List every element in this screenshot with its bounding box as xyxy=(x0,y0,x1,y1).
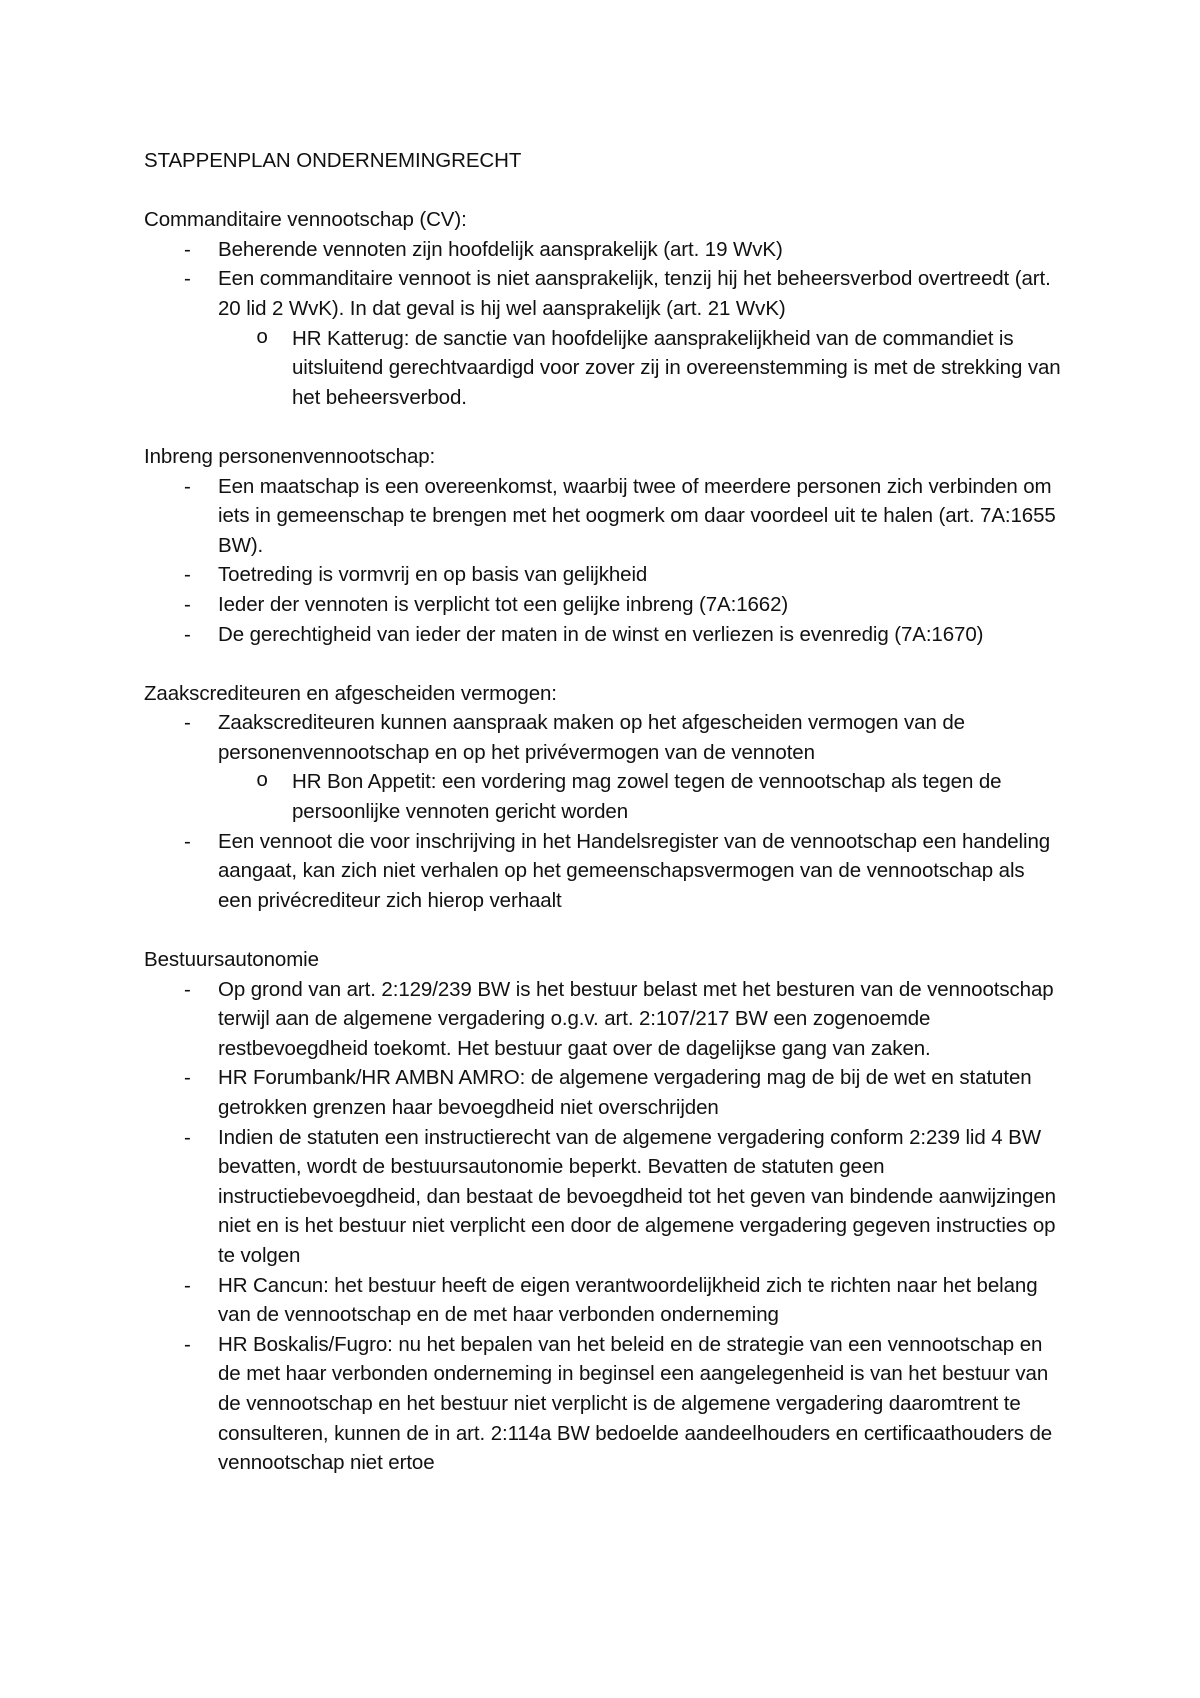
dash-bullet-icon: - xyxy=(184,267,191,291)
bullet-list xyxy=(144,472,1064,650)
list-item-text: Zaakscrediteuren kunnen aanspraak maken op het afgescheiden vermogen van de personenvennootschap en op het privévermogen van de vennoten xyxy=(218,711,965,764)
list-item-text: HR Cancun: het bestuur heeft de eigen verantwoordelijkheid zich te richten naar het belang van de vennootschap en de met haar verbonden onderneming xyxy=(218,1273,1038,1327)
list-item xyxy=(144,560,1064,590)
section-heading: Commanditaire vennootschap (CV): xyxy=(144,208,467,232)
sub-list-item-text: HR Bon Appetit: een vordering mag zowel tegen de vennootschap als tegen de persoonlijke vennoten gericht worden xyxy=(292,770,1002,824)
section xyxy=(144,442,1064,649)
list-item-text: De gerechtigheid van ieder der maten in de winst en verliezen is evenredig (7A:1670) xyxy=(218,622,984,646)
bullet-list xyxy=(144,975,1064,1478)
list-item-text: Beherende vennoten zijn hoofdelijk aansprakelijk (art. 19 WvK) xyxy=(218,237,783,261)
list-item xyxy=(144,1271,1064,1330)
section xyxy=(144,679,1064,916)
list-item-text: Een commanditaire vennoot is niet aansprakelijk, tenzij hij het beheersverbod overtreedt (art. 20 lid 2 WvK). In dat geval is hij wel aansprakelijk (art. 21 WvK) xyxy=(218,267,1051,320)
list-item xyxy=(144,827,1064,916)
sections-container xyxy=(144,205,1064,1478)
section xyxy=(144,205,1064,412)
list-item xyxy=(144,708,1064,826)
dash-bullet-icon: - xyxy=(184,1273,191,1297)
section-heading: Bestuursautonomie xyxy=(144,948,319,972)
circle-bullet-icon: o xyxy=(256,770,269,794)
dash-bullet-icon: - xyxy=(184,977,191,1001)
dash-bullet-icon: - xyxy=(184,1332,191,1356)
dash-bullet-icon: - xyxy=(184,474,191,498)
list-item-text: Een vennoot die voor inschrijving in het Handelsregister van de vennootschap een handeling aangaat, kan zich niet verhalen op het gemeenschapsvermogen van de vennootschap als een privécrediteur zich hierop verhaalt xyxy=(218,829,1051,912)
list-item xyxy=(144,620,1064,650)
list-item-text: HR Forumbank/HR AMBN AMRO: de algemene vergadering mag de bij de wet en statuten getrokken grenzen haar bevoegdheid niet overschrijden xyxy=(218,1066,1032,1119)
sub-list-item-text: HR Katterug: de sanctie van hoofdelijke aansprakelijkheid van de commandiet is uitsluitend gerechtvaardigd voor zover zij in overeenstemming is met de strekking van het beheersverbod. xyxy=(292,326,1061,409)
sub-bullet-list xyxy=(218,324,1064,413)
list-item-text: Ieder der vennoten is verplicht tot een gelijke inbreng (7A:1662) xyxy=(218,592,789,616)
list-item xyxy=(144,1123,1064,1271)
list-item-text: Een maatschap is een overeenkomst, waarbij twee of meerdere personen zich verbinden om iets in gemeenschap te brengen met het oogmerk om daar voordeel uit te halen (art. 7A:1655 BW). xyxy=(218,474,1056,557)
list-item xyxy=(144,1330,1064,1478)
list-item xyxy=(144,235,1064,265)
list-item xyxy=(144,590,1064,620)
bullet-list xyxy=(144,708,1064,915)
list-item xyxy=(144,472,1064,561)
document-title: STAPPENPLAN ONDERNEMINGRECHT xyxy=(144,149,522,172)
list-item-text: Indien de statuten een instructierecht van de algemene vergadering conform 2:239 lid 4 BW bevatten, wordt de bestuursautonomie beperkt. Bevatten de statuten geen instructiebevoegdheid, dan bestaat de bevoegdheid tot het geven van bindende aanwijzingen niet en is het bestuur niet verplicht een door de algemene vergadering gegeven instructies op te volgen xyxy=(218,1125,1056,1267)
sub-bullet-list xyxy=(218,767,1064,826)
dash-bullet-icon: - xyxy=(184,711,191,735)
section-heading: Zaakscrediteuren en afgescheiden vermogen: xyxy=(144,681,557,705)
bullet-list xyxy=(144,235,1064,413)
section xyxy=(144,945,1064,1478)
list-item xyxy=(144,975,1064,1064)
sub-list-item xyxy=(218,767,1064,826)
section-heading: Inbreng personenvennootschap: xyxy=(144,444,436,468)
list-item-text: Toetreding is vormvrij en op basis van gelijkheid xyxy=(218,563,648,587)
dash-bullet-icon: - xyxy=(184,622,191,646)
dash-bullet-icon: - xyxy=(184,829,191,853)
dash-bullet-icon: - xyxy=(184,237,191,261)
document-body xyxy=(144,146,1064,1507)
list-item-text: HR Boskalis/Fugro: nu het bepalen van het beleid en de strategie van een vennootschap en de met haar verbonden onderneming in beginsel een aangelegenheid is van het bestuur van de vennootschap en het bestuur niet verplicht is de algemene vergadering daaromtrent te consulteren, kunnen de in art. 2:114a BW bedoelde aandeelhouders en certificaathouders de vennootschap niet ertoe xyxy=(218,1332,1053,1475)
dash-bullet-icon: - xyxy=(184,1125,191,1149)
sub-list-item xyxy=(218,324,1064,413)
dash-bullet-icon: - xyxy=(184,1066,191,1090)
list-item xyxy=(144,264,1064,412)
dash-bullet-icon: - xyxy=(184,592,191,616)
circle-bullet-icon: o xyxy=(256,326,269,350)
list-item xyxy=(144,1063,1064,1122)
dash-bullet-icon: - xyxy=(184,563,191,587)
list-item-text: Op grond van art. 2:129/239 BW is het bestuur belast met het besturen van de vennootschap terwijl aan de algemene vergadering o.g.v. art. 2:107/217 BW een zogenoemde restbevoegdheid toekomt. Het bestuur gaat over de dagelijkse gang van zaken. xyxy=(218,977,1054,1060)
